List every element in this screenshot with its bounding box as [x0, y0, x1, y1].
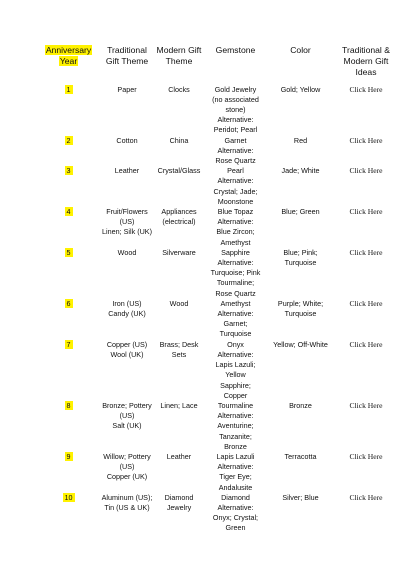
anniversary-year-cell [36, 248, 101, 299]
click-here-link[interactable]: Click Here [349, 451, 383, 461]
modern-gift-cell: Appliances (electrical) [161, 207, 197, 227]
year-number: 9 [66, 451, 71, 461]
table-row [36, 136, 397, 167]
table-row [36, 85, 397, 136]
gift-ideas-cell [335, 136, 397, 167]
table-row [36, 299, 397, 340]
gift-ideas-cell [335, 248, 397, 299]
table-row [36, 248, 397, 299]
gemstone-cell: Garnet Alternative: Rose Quartz [215, 135, 256, 166]
gemstone-cell: Pearl Alternative: Crystal; Jade; Moonstone [213, 166, 258, 206]
modern-gift-cell: Crystal/Glass [157, 166, 201, 176]
table-row [36, 493, 397, 534]
gift-ideas-cell [335, 207, 397, 248]
traditional-gift-cell: Willow; Pottery (US) Copper (UK) [103, 451, 151, 482]
year-number: 5 [66, 247, 71, 257]
anniversary-year-cell [36, 207, 101, 248]
anniversary-year-cell [36, 136, 101, 167]
gemstone-cell: Lapis Lazuli Alternative: Tiger Eye; Andalusite [216, 451, 255, 492]
click-here-link[interactable]: Click Here [349, 207, 383, 217]
modern-gift-cell: Linen; Lace [160, 400, 198, 410]
gemstone-cell: Sapphire Alternative: Turquoise; Pink Tourmaline; Rose Quartz [210, 247, 261, 298]
color-cell: Jade; White [281, 166, 320, 176]
gift-ideas-cell [335, 493, 397, 534]
gemstone-cell: Blue Topaz Alternative: Blue Zircon; Amethyst [216, 207, 255, 247]
table-row [36, 166, 397, 207]
modern-gift-cell: China [169, 135, 189, 145]
click-here-link[interactable]: Click Here [349, 84, 383, 94]
table-row [36, 401, 397, 452]
gift-ideas-cell [335, 299, 397, 340]
traditional-gift-cell: Copper (US) Wool (UK) [106, 339, 148, 359]
anniversary-year-cell [36, 452, 101, 493]
click-here-link[interactable]: Click Here [349, 247, 383, 257]
year-number: 10 [64, 492, 73, 502]
year-number: 6 [66, 298, 71, 308]
header-modern-gift-theme: Modern Gift Theme [156, 45, 202, 67]
click-here-link[interactable]: Click Here [349, 400, 383, 410]
anniversary-year-cell [36, 340, 101, 401]
modern-gift-cell: Wood [169, 298, 189, 308]
gift-ideas-cell [335, 340, 397, 401]
year-number: 4 [66, 207, 71, 217]
header-gemstone: Gemstone [215, 45, 256, 55]
traditional-gift-cell: Wood [117, 247, 137, 257]
header-anniversary-year: Anniversary Year [45, 45, 92, 67]
click-here-link[interactable]: Click Here [349, 339, 383, 349]
click-here-link[interactable]: Click Here [349, 135, 383, 145]
gemstone-cell: Onyx Alternative: Lapis Lazuli; Yellow Sapphire; Copper [215, 339, 256, 400]
year-number: 7 [66, 339, 71, 349]
table-row [36, 207, 397, 248]
traditional-gift-cell: Cotton [116, 135, 138, 145]
traditional-gift-cell: Bronze; Pottery (US) Salt (UK) [102, 400, 152, 431]
modern-gift-cell: Brass; Desk Sets [159, 339, 199, 359]
header-color: Color [290, 45, 311, 55]
gift-ideas-cell [335, 452, 397, 493]
header-traditional-gift-theme: Traditional Gift Theme [105, 45, 149, 67]
gift-ideas-cell [335, 85, 397, 136]
year-number: 8 [66, 400, 71, 410]
color-cell: Blue; Green [281, 207, 320, 217]
anniversary-year-cell [36, 493, 101, 534]
modern-gift-cell: Diamond Jewelry [164, 492, 194, 512]
anniversary-year-cell [36, 299, 101, 340]
color-cell: Bronze [289, 400, 312, 410]
gemstone-cell: Tourmaline Alternative: Aventurine; Tanzanite; Bronze [217, 400, 254, 451]
modern-gift-cell: Clocks [168, 84, 190, 94]
header-gift-ideas: Traditional & Modern Gift Ideas [342, 45, 390, 78]
header-row [36, 45, 397, 85]
gemstone-cell: Gold Jewelry (no associated stone) Alternative: Peridot; Pearl [212, 84, 259, 135]
traditional-gift-cell: Paper [117, 84, 137, 94]
traditional-gift-cell: Aluminum (US); Tin (US & UK) [101, 492, 153, 512]
anniversary-year-cell [36, 166, 101, 207]
table-row [36, 452, 397, 493]
anniversary-year-cell [36, 401, 101, 452]
color-cell: Red [293, 135, 308, 145]
color-cell: Gold; Yellow [280, 84, 321, 94]
click-here-link[interactable]: Click Here [349, 166, 383, 176]
color-cell: Yellow; Off-White [273, 339, 328, 349]
traditional-gift-cell: Iron (US) Candy (UK) [108, 298, 146, 319]
traditional-gift-cell: Fruit/Flowers (US) Linen; Silk (UK) [102, 207, 152, 237]
modern-gift-cell: Silverware [162, 247, 196, 257]
gemstone-cell: Diamond Alternative: Onyx; Crystal; Green [212, 492, 259, 533]
color-cell: Purple; White; Turquoise [277, 298, 324, 319]
click-here-link[interactable]: Click Here [349, 492, 383, 502]
color-cell: Blue; Pink; Turquoise [283, 247, 318, 268]
traditional-gift-cell: Leather [114, 166, 140, 176]
modern-gift-cell: Leather [166, 451, 192, 461]
anniversary-year-cell [36, 85, 101, 136]
color-cell: Terracotta [284, 451, 317, 461]
gift-ideas-cell [335, 401, 397, 452]
gift-ideas-cell [335, 166, 397, 207]
year-number: 1 [66, 84, 71, 94]
click-here-link[interactable]: Click Here [349, 298, 383, 308]
table-row [36, 340, 397, 401]
color-cell: Silver; Blue [282, 492, 319, 502]
gemstone-cell: Amethyst Alternative: Garnet; Turquoise [217, 298, 254, 339]
anniversary-gift-table [36, 45, 397, 534]
year-number: 3 [66, 166, 71, 176]
year-number: 2 [66, 135, 71, 145]
